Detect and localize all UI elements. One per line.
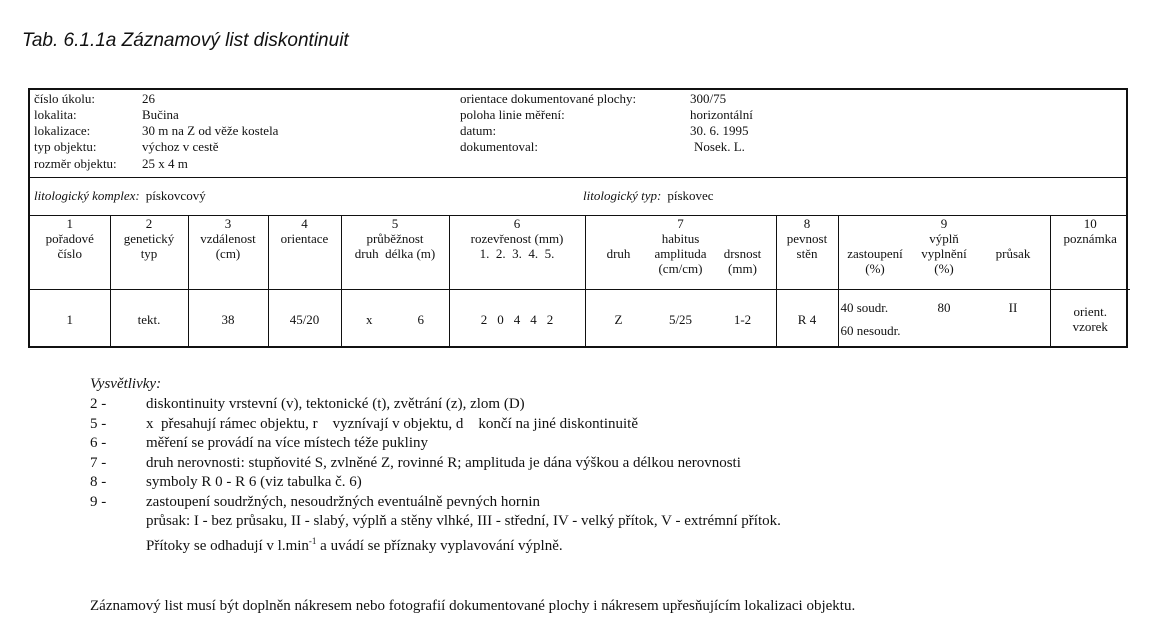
col-header-6: 6 rozevřenost (mm) 1. 2. 3. 4. 5.	[449, 215, 585, 290]
sheet-header	[30, 90, 1126, 178]
cell-orientation: 45/20	[268, 290, 341, 349]
list-item: 5 - x přesahují rámec objektu, r vyznívají v objektu, d končí na jiné diskontinuitě	[90, 415, 638, 432]
cell-note: orient. vzorek	[1050, 290, 1130, 349]
list-item: 7 - druh nerovnosti: stupňovité S, zvlněné Z, rovinné R; amplituda je dána výškou a délkou nerovnosti	[90, 454, 741, 471]
label-plane-orientation: orientace dokumentované plochy:	[460, 91, 637, 106]
label-locality: lokalita:	[34, 107, 77, 122]
value-task-number: 26	[142, 91, 155, 106]
discontinuity-table	[30, 215, 1130, 348]
col-header-3: 3 vzdálenost (cm)	[188, 215, 268, 290]
table-caption: Tab. 6.1.1a Záznamový list diskontinuit	[22, 30, 349, 51]
value-lithology-type: pískovec	[667, 188, 714, 203]
label-task-number: číslo úkolu:	[34, 91, 96, 106]
cell-genetic-type: tekt.	[110, 290, 188, 349]
explanations	[90, 376, 781, 556]
col-header-5: 5 průběžnost druh délka (m)	[341, 215, 449, 290]
col-header-10: 10 poznámka	[1050, 215, 1130, 290]
inflow-note: Přítoky se odhadují v $l.\min^{-1}$ a uvádí se příznaky vyplavování výplně.	[146, 535, 563, 554]
col-header-8: 8 pevnost stěn	[776, 215, 838, 290]
final-note: Záznamový list musí být doplněn nákresem nebo fotografií dokumentované plochy i nákresem upřesňujícím lokalizaci objektu.	[90, 598, 856, 614]
value-localization: 30 m na Z od věže kostela	[142, 123, 279, 138]
cell-aperture: 2 0 4 4 2	[449, 290, 585, 349]
seepage-note: průsak: I - bez průsaku, II - slabý, výplň a stěny vlhké, III - střední, IV - velký přítok, V - extrémní přítok.	[146, 513, 781, 529]
value-object-type: výchoz v cestě	[142, 139, 219, 154]
value-lithology-complex: pískovcový	[145, 188, 206, 203]
col-header-4: 4 orientace	[268, 215, 341, 290]
label-lithology-type: litologický typ:	[583, 188, 662, 203]
cell-habit: Z 5/25 1-2	[585, 290, 776, 349]
cell-order: 1	[66, 311, 73, 327]
label-object-type: typ objektu:	[34, 139, 97, 154]
label-object-size: rozměr objektu:	[34, 156, 117, 171]
col-header-1: 1 pořadové číslo	[30, 215, 110, 290]
lithology-row	[30, 177, 1126, 216]
value-line-position: horizontální	[690, 107, 753, 122]
col-header-7: 7 habitus druh amplituda drsnost (cm/cm) (mm)	[585, 215, 776, 290]
list-item: 9 - zastoupení soudržných, nesoudržných eventuálně pevných hornin	[90, 493, 541, 510]
label-date: datum:	[460, 123, 497, 138]
col-header-2: 2 genetický typ	[110, 215, 188, 290]
value-locality: Bučina	[142, 107, 179, 122]
label-lithology-complex: litologický komplex:	[34, 188, 140, 203]
col-header-9: 9 výplň zastoupení vyplnění průsak (%) (%)	[838, 215, 1050, 290]
label-line-position: poloha linie měření:	[460, 107, 565, 122]
list-item: 8 - symboly R 0 - R 6 (viz tabulka č. 6)	[90, 474, 362, 490]
cell-wall-strength: R 4	[776, 290, 838, 349]
label-documented-by: dokumentoval:	[460, 139, 538, 154]
value-plane-orientation: 300/75	[690, 91, 727, 106]
list-item: 6 - měření se provádí na více místech téže pukliny	[90, 435, 428, 451]
record-sheet	[28, 88, 1128, 348]
list-item: 2 - diskontinuity vrstevní (v), tektonické (t), zvětrání (z), zlom (D)	[90, 396, 525, 412]
table-header-row	[30, 215, 1130, 290]
cell-distance: 38	[188, 290, 268, 349]
value-date: 30. 6. 1995	[690, 123, 749, 138]
cell-persistence: x 6	[341, 290, 449, 349]
table-row	[30, 290, 1130, 349]
value-object-size: 25 x 4 m	[142, 156, 188, 171]
label-localization: lokalizace:	[34, 123, 91, 138]
cell-filling: 40 soudr. 80 II 60 nesoudr.	[838, 290, 1050, 349]
explanations-title: Vysvětlivky:	[90, 376, 162, 392]
value-documented-by: Nosek. L.	[694, 139, 745, 154]
